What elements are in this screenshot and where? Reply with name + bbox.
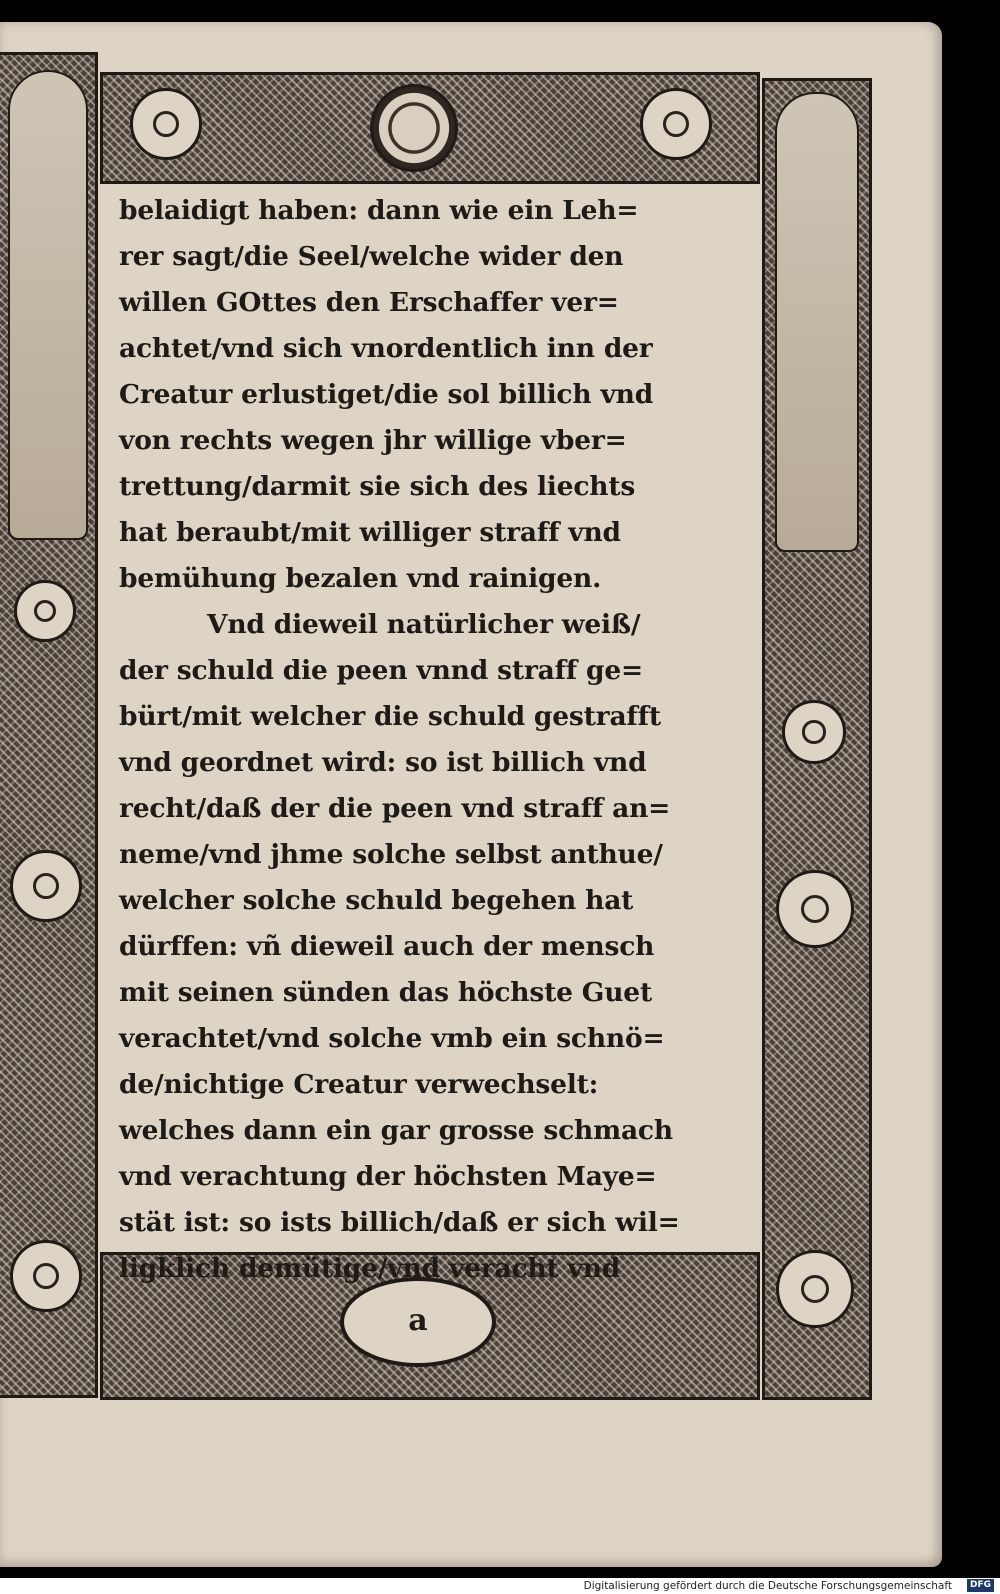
text-line: von rechts wegen jhr willige vber= [119, 425, 627, 456]
text-line: rer sagt/die Seel/welche wider den [119, 241, 624, 272]
text-line: ligklich demütige/vnd veracht vnd [119, 1253, 621, 1284]
text-line: vnd verachtung der höchsten Maye= [119, 1161, 657, 1192]
madonna-figure-image [8, 70, 88, 540]
rosette-ornament [776, 1250, 854, 1328]
text-line: stät ist: so ists billich/daß er sich wil= [119, 1207, 680, 1238]
text-line: vnd geordnet wird: so ist billich vnd [119, 747, 647, 778]
rosette-ornament [14, 580, 76, 642]
text-line: welches dann ein gar grosse schmach [119, 1115, 673, 1146]
text-line: bürt/mit welcher die schuld gestrafft [119, 701, 661, 732]
text-block [103, 184, 757, 1284]
sun-face-ornament [370, 84, 458, 172]
star-roundel-ornament [640, 88, 712, 160]
text-line: dürffen: vñ dieweil auch der mensch [119, 931, 655, 962]
text-line: belaidigt haben: dann wie ein Leh= [119, 195, 639, 226]
text-line: bemühung bezalen vnd rainigen. [119, 563, 602, 594]
star-roundel-ornament [130, 88, 202, 160]
text-line: verachtet/vnd solche vmb ein schnö= [119, 1023, 665, 1054]
text-line: der schuld die peen vnnd straff ge= [119, 655, 644, 686]
text-line: recht/daß der die peen vnd straff an= [119, 793, 671, 824]
text-line: welcher solche schuld begehen hat [119, 885, 634, 916]
saint-figure-image [775, 92, 859, 552]
dfg-logo: DFG [967, 1579, 994, 1592]
signature-mark: a [340, 1277, 496, 1367]
text-line: Creatur erlustiget/die sol billich vnd [119, 379, 654, 410]
text-line: neme/vnd jhme solche selbst anthue/ [119, 839, 663, 870]
footer-bar [0, 1578, 1000, 1594]
paragraph-start-line: Vnd dieweil natürlicher weiß/ [207, 609, 641, 640]
digitization-credit: Digitalisierung gefördert durch die Deutsche Forschungsgemeinschaft [583, 1580, 952, 1592]
text-line: de/nichtige Creatur verwechselt: [119, 1069, 599, 1100]
text-line: hat beraubt/mit williger straff vnd [119, 517, 621, 548]
text-line: achtet/vnd sich vnordentlich inn der [119, 333, 653, 364]
rosette-ornament [776, 870, 854, 948]
text-line: trettung/darmit sie sich des liechts [119, 471, 636, 502]
rosette-ornament [10, 1240, 82, 1312]
text-line: mit seinen sünden das höchste Guet [119, 977, 653, 1008]
text-line: willen GOttes den Erschaffer ver= [119, 287, 619, 318]
rosette-ornament [10, 850, 82, 922]
rosette-ornament [782, 700, 846, 764]
